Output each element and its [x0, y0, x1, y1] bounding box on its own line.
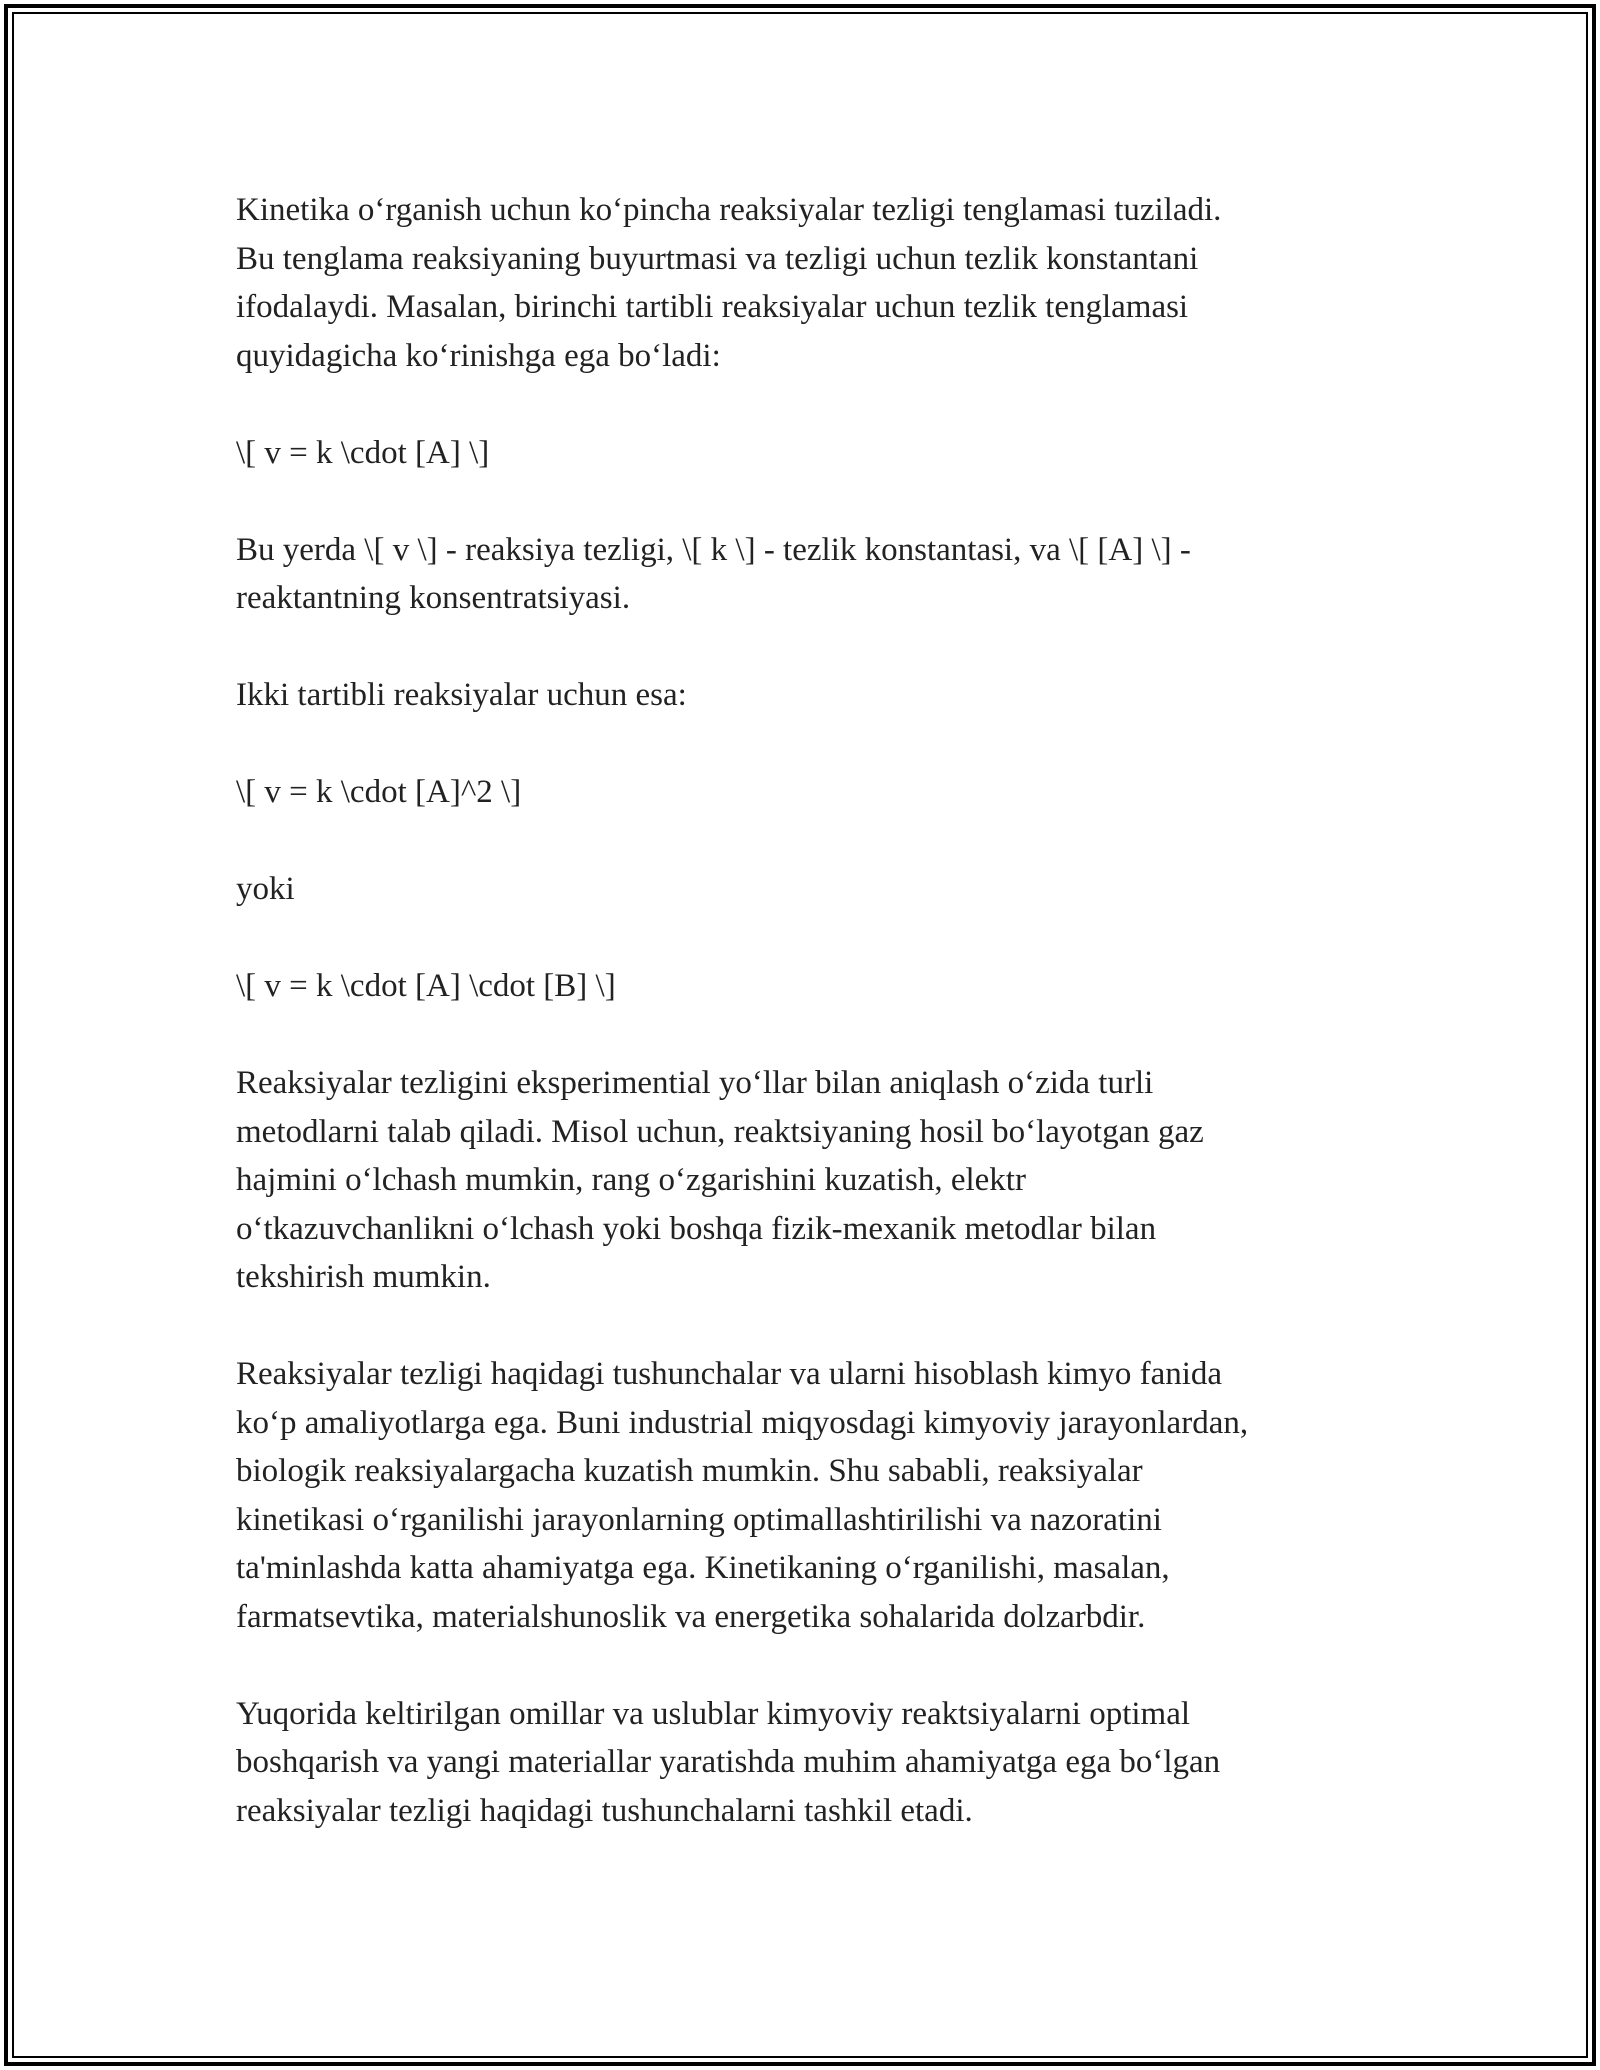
paragraph-second-order-intro: Ikki tartibli reaksiyalar uchun esa:: [236, 677, 687, 713]
equation-second-order-ab: \[ v = k \cdot [A] \cdot [B] \]: [236, 968, 616, 1004]
paragraph-or: yoki: [236, 871, 295, 907]
paragraph-applications: Reaksiyalar tezligi haqidagi tushunchalar va ularni hisoblash kimyo fanida ko‘p amaliyotlarga ega. Buni industrial miqyosdagi kimyoviy jarayonlardan, biologik reaksiyalargacha kuzatish mumkin. Shu sababli, reaksiyalar kinetikasi o‘rganilishi jarayonlarning optimallashtirilishi va nazoratini ta'minlashda katta ahamiyatga ega. Kinetikaning o‘rganilishi, masalan, farmatsevtika, materialshunoslik va energetika sohalarida dolzarbdir.: [236, 1356, 1249, 1635]
document-body: [236, 186, 1386, 1835]
paragraph-experimental-methods: Reaksiyalar tezligini eksperimential yo‘llar bilan aniqlash o‘zida turli metodlarni talab qiladi. Misol uchun, reaktsiyaning hosil bo‘layotgan gaz hajmini o‘lchash mumkin, rang o‘zgarishini kuzatish, elektr o‘tkazuvchanlikni o‘lchash yoki boshqa fizik-mexanik metodlar bilan tekshirish mumkin.: [236, 1065, 1204, 1295]
paragraph-variable-definitions: Bu yerda \[ v \] - reaksiya tezligi, \[ k \] - tezlik konstantasi, va \[ [A] \] - reaktantning konsentratsiyasi.: [236, 531, 1191, 616]
equation-second-order-squared: \[ v = k \cdot [A]^2 \]: [236, 774, 522, 810]
paragraph-conclusion: Yuqorida keltirilgan omillar va uslublar kimyoviy reaktsiyalarni optimal boshqarish va yangi materiallar yaratishda muhim ahamiyatga ega bo‘lgan reaksiyalar tezligi haqidagi tushunchalarni tashkil etadi.: [236, 1695, 1221, 1829]
paragraph-intro: Kinetika o‘rganish uchun ko‘pincha reaksiyalar tezligi tenglamasi tuziladi. Bu tenglama reaksiyaning buyurtmasi va tezligi uchun tezlik konstantani ifodalaydi. Masalan, birinchi tartibli reaksiyalar uchun tezlik tenglamasi quyidagicha ko‘rinishga ega bo‘ladi:: [236, 192, 1222, 374]
equation-first-order: \[ v = k \cdot [A] \]: [236, 434, 490, 471]
